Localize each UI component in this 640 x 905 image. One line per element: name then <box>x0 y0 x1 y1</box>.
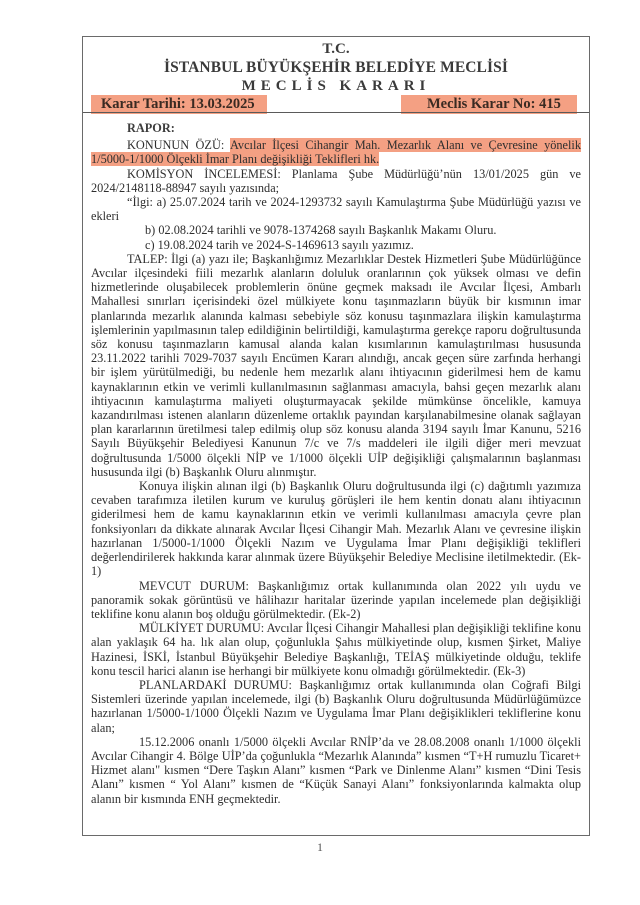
document-body <box>91 121 581 806</box>
paragraph-talep: TALEP: İlgi (a) yazı ile; Başkanlığımız Mezarlıklar Destek Hizmetleri Şube Müdürlüğünce Avcılar ilçesindeki fiili mezarlık alanların doluluk oranlarının çok yüksek olması ve defin hizmetlerinde oluşabilecek problemlerin önüne geçmek maksadı ile Avcılar İlçesi, Ambarlı Mahallesi sınırları içerisindeki özel mülkiyete konu taşınmazların büyük bir kısmının imar planlarında mezarlık alanında kalması sebebiyle söz konusu taşınmazlara ilişkin kamulaştırma işlemlerinin yapılmasının talep edildiğinin belirtildiği, kamulaştırma gerekçe raporu doğrultusunda söz konusu taşınmazların kamusal alanda kalan kısımlarının kamulaştırılması hususunda 23.11.2022 tarihli 7029-7037 sayılı Encümen Kararı alındığı, ancak geçen süre zarfında herhangi bir işlem yürütülmediği, bu nedenle hem mezarlık alanı ihtiyacının giderilmesi hem de kamu kaynaklarının etkin ve verimli kullanılmasının sağlanması amacıyla, bahsi geçen mezarlık alanı ihtiyacının kamulaştırma maliyeti oluşturmayacak şekilde mümkünse öncelikle, kamuya kazandırılması istenen alanların düzenleme ortaklık payından karşılanabilmesine olanak sağlayan plan kararlarının üretilmesi talep edilmiş olup söz konusu alanda 3194 sayılı İmar Kanunu, 5216 Sayılı Büyükşehir Belediyesi Kanunun 7/c ve 7/s maddeleri ile ilgili diğer meri mevzuat doğrultusunda 1/5000 ölçekli NİP ve 1/1000 ölçekli UİP değişikliği çalışmalarının başlanması hususunda ilgi (b) Başkanlık Oluru alınmıştır. <box>91 251 581 479</box>
header-doc-type: MECLİS KARARI <box>241 78 431 94</box>
header-divider <box>83 112 589 113</box>
decision-number: Meclis Karar No: 415 <box>401 95 577 114</box>
header-tc: T.C. <box>322 41 350 57</box>
header-organization: İSTANBUL BÜYÜKŞEHİR BELEDİYE MECLİSİ <box>164 59 508 76</box>
paragraph-ilgi-a: “İlgi: a) 25.07.2024 tarih ve 2024-1293732 sayılı Kamulaştırma Şube Müdürlüğü yazısı ve ekleri <box>91 195 581 224</box>
document-frame <box>82 36 590 836</box>
section-rapor: RAPOR: <box>127 121 175 135</box>
decision-date: Karar Tarihi: 13.03.2025 <box>91 95 267 114</box>
page-number: 1 <box>317 840 323 854</box>
paragraph-mulkiyet-durumu: MÜLKİYET DURUMU: Avcılar İlçesi Cihangir Mahallesi plan değişikliği teklifine konu alan yaklaşık 64 ha. lık alan olup, çoğunlukla Şahıs mülkiyetinde olup, kısmen Şirket, Maliye Hazinesi, İSKİ, İstanbul Büyükşehir Belediye Başkanlığı, TEİAŞ mülkiyetinde olduğu, teklife konu tescil harici alanın ise herhangi bir mülkiyete konu olmadığı görülmektedir. (Ek-3) <box>91 621 581 678</box>
paragraph-planlardaki-durumu: PLANLARDAKİ DURUMU: Başkanlığımız ortak kullanımında olan Coğrafi Bilgi Sistemleri üzerinde yapılan incelemede, ilgi (b) Başkanlık Oluru doğrultusunda Müdürlüğümüzce hazırlanan 1/5000-1/1000 Ölçekli Nazım ve Uygulama İmar Planı değişiklikleri tekliflerine konu alan; <box>91 677 581 735</box>
konu-highlight: Avcılar İlçesi Cihangir Mah. Mezarlık Alanı ve Çevresine yönelik 1/5000-1/1000 Ölçekli İmar Planı değişikliği Teklifleri hk. <box>91 138 581 167</box>
paragraph-konuya: Konuya ilişkin alınan ilgi (b) Başkanlık Oluru doğrultusunda ilgi (c) dağıtımlı yazımıza cevaben tarafımıza iletilen kurum ve kuruluş görüşleri ile hem kentin donatı alanı ihtiyacının giderilmesi hem de kamu kaynaklarının etkin ve verimli kullanılması amacıyla çevre plan fonksiyonları da dikkate alınarak Avcılar İlçesi Cihangir Mah. Mezarlık Alanı ve çevresine ilişkin hazırlanan 1/5000-1/1000 Ölçekli Nazım ve Uygulama İmar Planı değişikliği teklifleri değerlendirilerek hakkında karar alınmak üzere Büyükşehir Belediye Meclisine iletilmektedir. (Ek-1) <box>91 479 581 579</box>
paragraph-ilgi-c: c) 19.08.2024 tarih ve 2024-S-1469613 sayılı yazımız. <box>145 237 414 252</box>
paragraph-komisyon: KOMİSYON İNCELEMESİ: Planlama Şube Müdürlüğü’nün 13/01/2025 gün ve 2024/2148118-88947 sayılı yazısında; <box>91 166 581 195</box>
paragraph-konu <box>91 138 581 166</box>
konu-label: KONUNUN ÖZÜ: <box>127 138 230 153</box>
paragraph-plan-detail: 15.12.2006 onanlı 1/5000 ölçekli Avcılar RNİP’da ve 28.08.2008 onanlı 1/1000 ölçekli Avcılar Cihangir 4. Bölge UİP’da çoğunlukla “Mezarlık Alanında” kısmen “T+H rumuzlu Ticaret+ Hizmet alanı" kısmen “Dere Taşkın Alanı” kısmen “Park ve Dinlenme Alanı” kısmen “Dini Tesis Alanı” kısmen “ Yol Alanı” kısmen de “Küçük Sanayi Alanı” fonksiyonlarında kalmakta olup alanın bir kısmında ENH geçmektedir. <box>91 734 581 806</box>
paragraph-mevcut-durum: MEVCUT DURUM: Başkanlığımız ortak kullanımında olan 2022 yılı uydu ve panoramik sokak görüntüsü ve hâlihazır haritalar üzerinde yapılan incelemede plan değişikliği teklifine konu alanın boş olduğu görülmektedir. (Ek-2) <box>91 578 581 621</box>
paragraph-ilgi-b: b) 02.08.2024 tarihli ve 9078-1374268 sayılı Başkanlık Makamı Oluru. <box>145 223 497 238</box>
